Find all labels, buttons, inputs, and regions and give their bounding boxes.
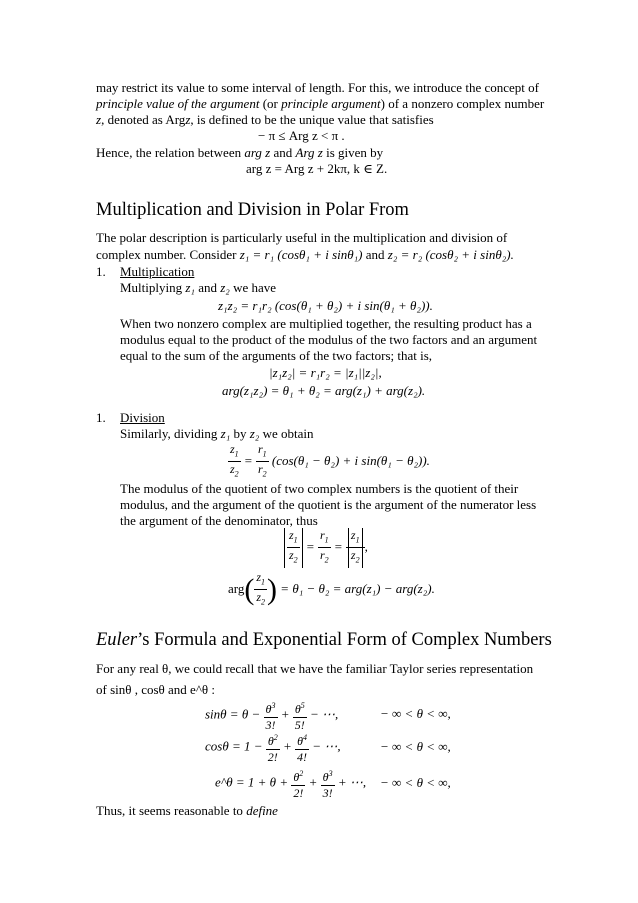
taylor-intro-line-2: of sinθ , cosθ and e^θ : <box>96 682 216 697</box>
cos-series: cosθ = 1 − $\frac{\theta^2}{2!}$ + $\frac{\theta^4}{4!}$ − ⋯, <box>205 730 341 765</box>
quotient-argument-equation: arg( $\frac{z_1}{z_2}$ ) = θ₁ − θ₂ = arg(z₁) − arg(z₂). <box>228 570 435 607</box>
intro-line-1: may restrict its value to some interval of length. For this, we introduce the concept of <box>96 80 539 95</box>
item-title-multiplication: Multiplication <box>120 264 195 279</box>
quotient-formula: $\frac{z_1}{z_2}$ = $\frac{r_1}{r_2}$ (cos(θ₁ − θ₂) + i sin(θ₁ − θ₂)). <box>230 442 430 479</box>
quotient-modulus-equation: $\frac{z_1}{z_2}$ = $\frac{r_1}{r_2}$ = $\frac{z_1}{z_2}$ , <box>284 528 368 568</box>
division-text-2: modulus, and the argument of the quotient is the argument of the numerator less <box>120 497 537 512</box>
polar-intro-line-1: The polar description is particularly useful in the multiplication and division of <box>96 230 508 245</box>
sin-series: sinθ = θ − $\frac{\theta^3}{3!}$ + $\frac{\theta^5}{5!}$ − ⋯, <box>205 698 338 733</box>
taylor-intro-line-1: For any real θ, we could recall that we have the familiar Taylor series representation <box>96 661 534 676</box>
product-formula: z₁z₂ = r₁r₂ (cos(θ₁ + θ₂) + i sin(θ₁ + θ₂)). <box>218 298 433 313</box>
item-title-division: Division <box>120 410 165 425</box>
arg-relation-equation: arg z = Arg z + 2kπ, k ∈ Z. <box>246 161 388 176</box>
item-number-multiplication: 1. <box>96 264 106 279</box>
multiplication-text-2: modulus equal to the product of the modulus of the two factors and an argument <box>120 332 538 347</box>
intro-line-5: Hence, the relation between arg z and Arg z is given by <box>96 145 384 160</box>
division-intro: Similarly, dividing z₁ by z₂ we obtain <box>120 426 314 441</box>
multiplication-text-1: When two nonzero complex are multiplied together, the resulting product has a <box>120 316 532 331</box>
product-argument-equation: arg(z₁z₂) = θ₁ + θ₂ = arg(z₁) + arg(z₂). <box>222 383 426 398</box>
multiplication-intro: Multiplying z₁ and z₂ we have <box>120 280 277 295</box>
product-modulus-equation: |z₁z₂| = r₁r₂ = |z₁||z₂|, <box>269 365 382 380</box>
principal-arg-inequality: − π ≤ Arg z < π . <box>258 128 345 143</box>
cos-series-range: − ∞ < θ < ∞, <box>380 739 451 754</box>
division-text-3: the argument of the denominator, thus <box>120 513 318 528</box>
exp-series-range: − ∞ < θ < ∞, <box>380 775 451 790</box>
sin-series-range: − ∞ < θ < ∞, <box>380 706 451 721</box>
section-heading-euler: Euler’s Formula and Exponential Form of Complex Numbers <box>96 630 552 650</box>
multiplication-text-3: equal to the sum of the arguments of the two factors; that is, <box>120 348 433 363</box>
exp-series: e^θ = 1 + θ + $\frac{\theta^2}{2!}$ + $\frac{\theta^3}{3!}$ + ⋯, <box>215 766 366 801</box>
item-number-division: 1. <box>96 410 106 425</box>
intro-line-3: z, denoted as Argz, is defined to be the unique value that satisfies <box>96 112 434 127</box>
polar-intro-line-2: complex number. Consider z₁ = r₁ (cosθ₁ + i sinθ₁) and z₂ = r₂ (cosθ₂ + i sinθ₂). <box>96 247 514 262</box>
intro-line-2: principle value of the argument (or principle argument) of a nonzero complex number <box>96 96 545 111</box>
section-heading-polar: Multiplication and Division in Polar From <box>96 200 409 220</box>
division-text-1: The modulus of the quotient of two complex numbers is the quotient of their <box>120 481 519 496</box>
closing-line: Thus, it seems reasonable to define <box>96 803 278 818</box>
